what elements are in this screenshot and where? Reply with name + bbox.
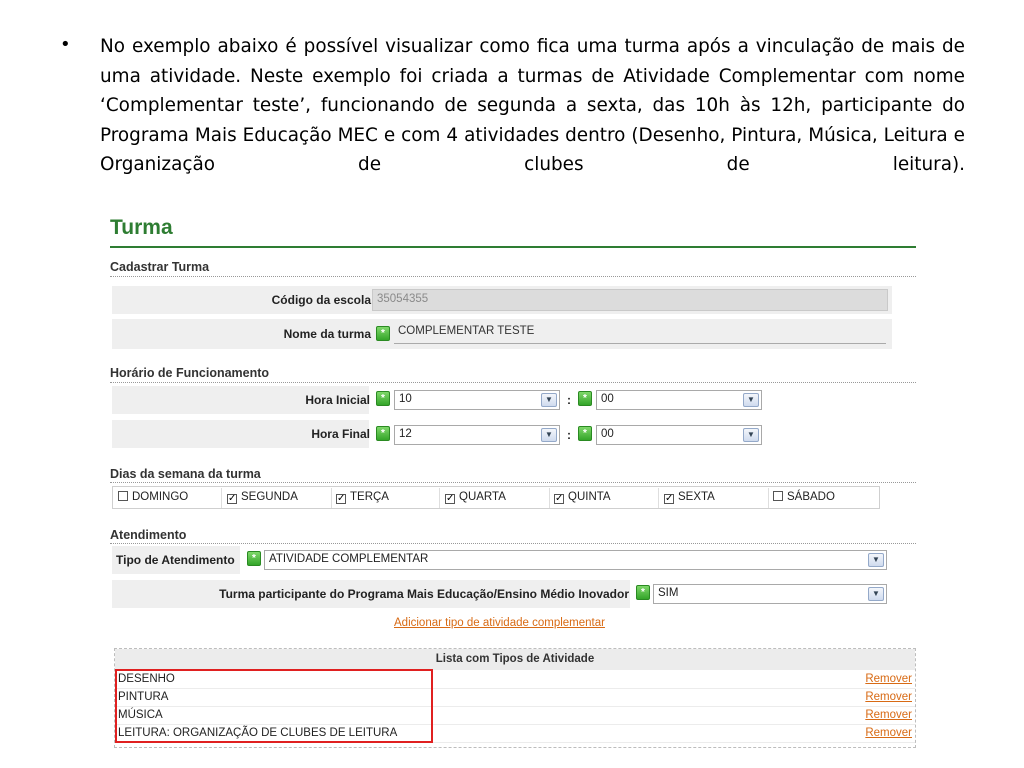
day-quinta[interactable]: ✓ QUINTA (555, 491, 611, 504)
remove-link[interactable]: Remover (865, 673, 912, 685)
day-domingo[interactable]: DOMINGO (118, 491, 188, 503)
day-sabado[interactable]: SÁBADO (773, 491, 835, 503)
chevron-down-icon[interactable]: ▼ (743, 428, 759, 442)
checkbox[interactable] (773, 491, 783, 501)
time-colon: : (567, 393, 571, 407)
day-segunda[interactable]: ✓ SEGUNDA (228, 491, 298, 504)
tipo-atendimento-value: ATIVIDADE COMPLEMENTAR (269, 553, 429, 565)
required-icon: * (578, 426, 592, 441)
section-atendimento: Atendimento (110, 528, 187, 542)
chevron-down-icon[interactable]: ▼ (868, 553, 884, 567)
hora-inicial-select[interactable] (394, 390, 560, 410)
checkbox[interactable]: ✓ (555, 493, 564, 504)
required-icon: * (247, 551, 261, 566)
hora-inicial-value: 10 (399, 393, 412, 405)
remove-link[interactable]: Remover (865, 709, 912, 721)
checkbox[interactable] (118, 491, 128, 501)
hora-final-value: 12 (399, 428, 412, 440)
tipo-label: Tipo de Atendimento (116, 553, 235, 567)
hora-final-select[interactable] (394, 425, 560, 445)
divider (221, 488, 222, 508)
title-divider (110, 246, 916, 248)
codigo-label: Código da escola (271, 293, 371, 307)
section-divider (110, 382, 916, 383)
remove-link[interactable]: Remover (865, 691, 912, 703)
add-activity-link[interactable]: Adicionar tipo de atividade complementar (394, 617, 605, 629)
bullet-symbol: • (60, 34, 71, 55)
divider (549, 488, 550, 508)
day-sexta[interactable]: ✓ SEXTA (665, 491, 715, 504)
chevron-down-icon[interactable]: ▼ (541, 428, 557, 442)
hora-inicial-label: Hora Inicial (305, 393, 370, 407)
checkbox[interactable]: ✓ (337, 493, 346, 504)
checkbox[interactable]: ✓ (446, 493, 455, 504)
section-divider (110, 482, 916, 483)
minuto-final-select[interactable] (596, 425, 762, 445)
activity-name: PINTURA (118, 691, 169, 703)
chevron-down-icon[interactable]: ▼ (541, 393, 557, 407)
minuto-final-value: 00 (601, 428, 614, 440)
required-icon: * (376, 391, 390, 406)
chevron-down-icon[interactable]: ▼ (743, 393, 759, 407)
tipo-atendimento-select[interactable] (264, 550, 887, 570)
chevron-down-icon[interactable]: ▼ (868, 587, 884, 601)
required-icon: * (578, 391, 592, 406)
day-terca[interactable]: ✓ TERÇA (337, 491, 389, 504)
minuto-inicial-select[interactable] (596, 390, 762, 410)
section-dias: Dias da semana da turma (110, 467, 261, 481)
slide-bullet (60, 32, 965, 180)
bullet-paragraph: No exemplo abaixo é possível visualizar como fica uma turma após a vinculação de mais de uma atividade. Neste exemplo foi criada a turmas de Atividade Complementar com nome ‘Complementar teste’, funcionando de segunda a sexta, das 10h às 12h, participante do Programa Mais Educação MEC e com 4 atividades dentro (Desenho, Pintura, Música, Leitura e Organização de clubes de leitura). (100, 36, 965, 175)
nome-label: Nome da turma (283, 327, 371, 341)
activity-list (114, 648, 916, 748)
page-title: Turma (110, 216, 173, 239)
checkbox[interactable]: ✓ (228, 493, 237, 504)
required-icon: * (376, 326, 390, 341)
activity-name: MÚSICA (118, 709, 163, 721)
required-icon: * (376, 426, 390, 441)
time-colon: : (567, 428, 571, 442)
codigo-field: 35054355 (372, 289, 888, 311)
highlight-box (115, 669, 433, 743)
section-divider (110, 543, 916, 544)
section-divider (110, 276, 916, 277)
activity-name: LEITURA: ORGANIZAÇÃO DE CLUBES DE LEITURA (118, 727, 398, 739)
programa-label: Turma participante do Programa Mais Educação/Ensino Médio Inovador (219, 587, 629, 601)
divider (768, 488, 769, 508)
list-header: Lista com Tipos de Atividade (115, 649, 915, 670)
day-quarta[interactable]: ✓ QUARTA (446, 491, 506, 504)
hora-final-label: Hora Final (311, 427, 370, 441)
days-checkbox-group (112, 486, 880, 509)
programa-value: SIM (658, 587, 679, 599)
programa-select[interactable] (653, 584, 887, 604)
section-cadastrar-turma: Cadastrar Turma (110, 260, 210, 274)
divider (439, 488, 440, 508)
remove-link[interactable]: Remover (865, 727, 912, 739)
required-icon: * (636, 585, 650, 600)
divider (658, 488, 659, 508)
activity-name: DESENHO (118, 673, 175, 685)
nome-turma-input[interactable]: COMPLEMENTAR TESTE (394, 322, 886, 344)
minuto-inicial-value: 00 (601, 393, 614, 405)
section-horario: Horário de Funcionamento (110, 366, 270, 380)
divider (331, 488, 332, 508)
checkbox[interactable]: ✓ (665, 493, 674, 504)
